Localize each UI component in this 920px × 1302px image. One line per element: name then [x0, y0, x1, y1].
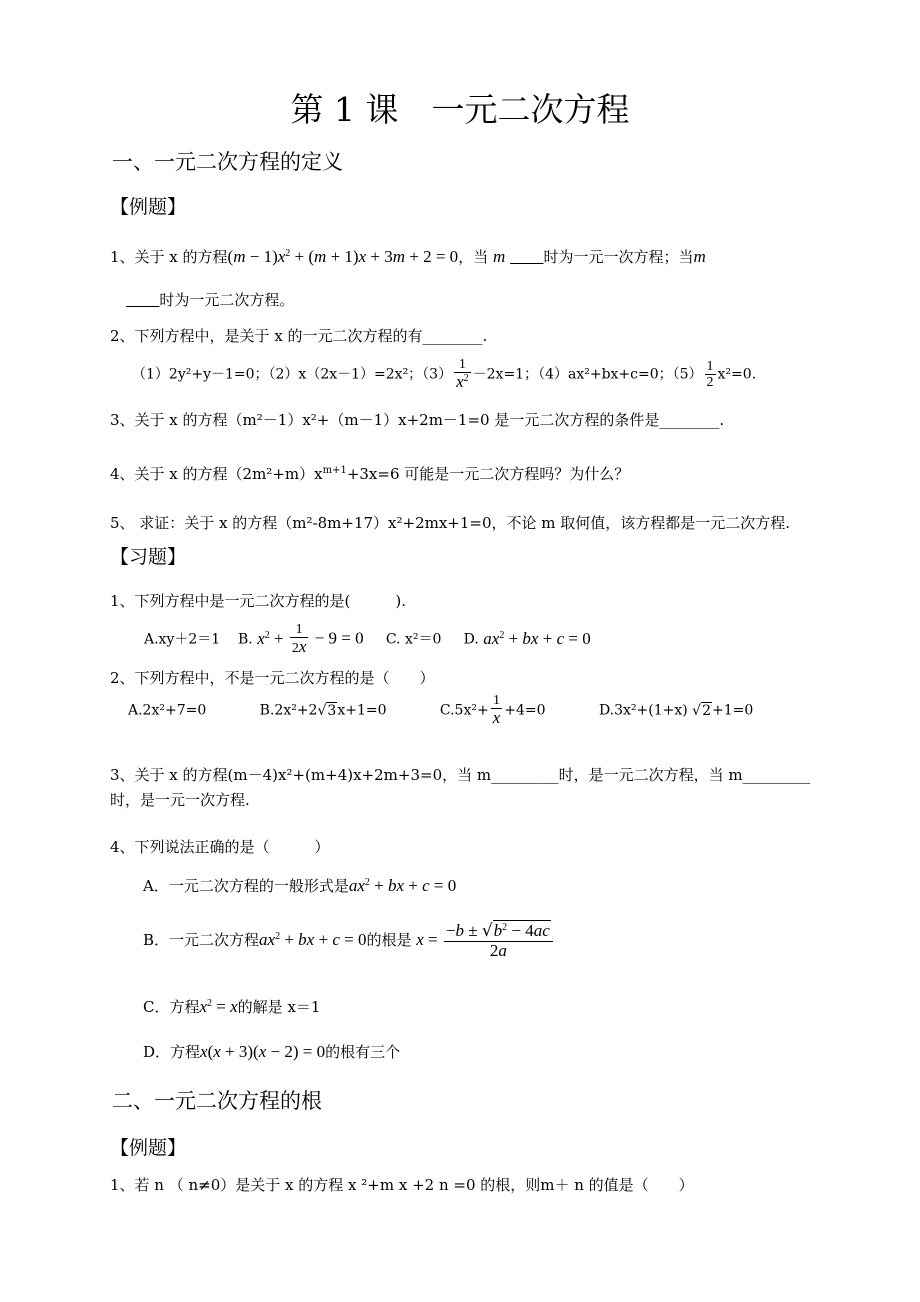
example-5-text: 5、 求证：关于 x 的方程（m²-8m+17）x²+2mx+1=0，不论 m 取何值，该方程都是一元二次方程. [110, 514, 791, 532]
example-3-text: 3、关于 x 的方程（m²－1）x²+（m－1）x+2m－1=0 是一元二次方程的条件是________. [110, 411, 725, 429]
sqrt-2: √2 [692, 702, 712, 719]
fraction-1-over-2: $\frac{1}{2}$ [706, 358, 714, 391]
sqrt-3: √3 [317, 702, 337, 719]
exercise-4-text: 4、下列说法正确的是（ ） [110, 838, 330, 856]
exercise-1-option-d: D. [463, 631, 479, 648]
exercise-4-option-a: A．一元二次方程的一般形式是$ax^2$ + bx + c = 0 [143, 876, 457, 895]
exercises-label: 【习题】 [110, 546, 187, 568]
quadratic-formula: $\frac{-b \pm √b^2 - 4ac}{2a}$ [444, 922, 553, 960]
exercise-1-option-a: A.xy＋2＝1 [144, 631, 221, 648]
exercise-4-option-b: B．一元二次方程$ax^2$ + bx + c = 0的根是 x = $\frac{-b \pm √b^2 - 4ac}{2a}$ [143, 922, 555, 960]
section-2-example-1: 1、若 n （ n≠0）是关于 x 的方程 x ²+m x +2 n =0 的根，则m＋ n 的值是（ ） [110, 1176, 694, 1194]
exercise-1-text: 1、下列方程中是一元二次方程的是( ). [110, 592, 407, 610]
exercise-2-option-a: A.2x²+7=0 [128, 702, 207, 719]
example-1-line-2: 时为一元二次方程。 [159, 291, 295, 309]
examples-label-1: 【例题】 [110, 196, 187, 218]
exercise-3-line-2: 时，是一元一次方程. [110, 791, 250, 809]
exercise-1-options: A.xy＋2＝1 B. $x^2$ + $\frac{1}{2x}$ − 9 = 0 C. x²＝0 D. $ax^2$ + bx + c = 0 [144, 622, 591, 657]
exercise-4-option-d: D．方程x(x + 3)(x − 2) = 0的根有三个 [143, 1042, 401, 1061]
exercise-1-option-b: B. [238, 631, 253, 648]
example-2-options: （1）2y²+y－1=0；（2）x（2x－1）=2x²；（3） $\frac{1}{x^2}$ －2x=1；（4）ax²+bx+c=0；（5） $\frac{1}{2}$ x²=0. [132, 357, 757, 392]
exercise-4-option-c: C．方程$x^2 = x$的解是 x＝1 [143, 997, 321, 1016]
example-1-line-1: 1、关于 x 的方程$(m - 1)x^2 + (m + 1)x + 3m + 2 = 0$，当 m 时为一元一次方程；当m [110, 247, 706, 266]
section-2-heading: 二、一元二次方程的根 [112, 1089, 322, 1113]
fraction-1-over-x2: $\frac{1}{x^2}$ [456, 357, 469, 392]
fraction-1-over-x: $\frac{1}{x}$ [492, 693, 501, 728]
exercise-2-options: A.2x²+7=0 B.2x²+2√3x+1=0 C.5x²+ $\frac{1}{x}$ +4=0 D.3x²+(1+x) √2+1=0 [128, 693, 754, 728]
exercise-3-line-1: 3、关于 x 的方程(m－4)x²+(m+4)x+2m+3=0，当 m_________时，是一元二次方程，当 m_________ [110, 766, 811, 784]
exercise-1-option-c: C. x²＝0 [385, 631, 442, 648]
page-title: 第 1 课 一元二次方程 [290, 90, 630, 129]
example-4-text: 4、关于 x 的方程$(2m^2+m)x^{m+1}+3x=6$ 可能是一元二次方程吗？为什么？ [110, 465, 630, 483]
exercise-2-text: 2、下列方程中，不是一元二次方程的是（ ） [110, 669, 435, 687]
fraction-1-over-2x: $\frac{1}{2x}$ [291, 622, 307, 657]
examples-label-2: 【例题】 [110, 1137, 187, 1159]
section-1-heading: 一、一元二次方程的定义 [112, 150, 343, 174]
example-2-text: 2、下列方程中，是关于 x 的一元二次方程的有________. [110, 327, 488, 345]
